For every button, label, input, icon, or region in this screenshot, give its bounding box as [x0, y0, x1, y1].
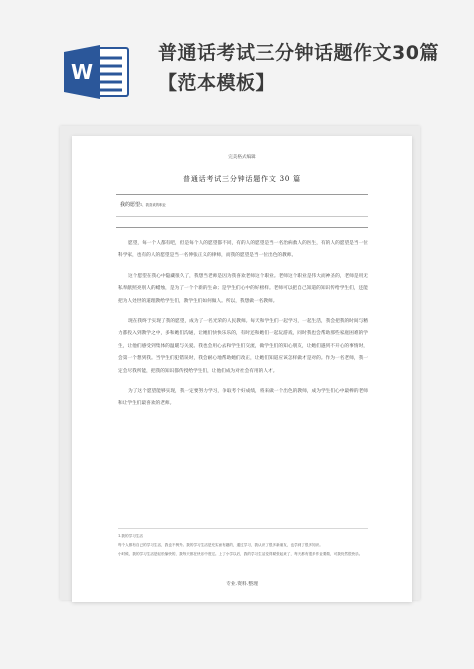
header-band	[0, 0, 474, 118]
svg-text:W: W	[70, 60, 94, 84]
paragraph: 愿望，每一个人都有吧，但是每个人的愿望都不同，有的人的愿望是当一名治病救人的医生，有的人的愿望是当一位科学家，也有的人的愿望是当一名伸张正义的律师，而我的愿望是当一位出色的教师。	[118, 241, 368, 259]
paragraph: 现在我终于实现了我的愿望，成为了一名光荣的人民教师。每天和学生们一起学习，一起生活，我会把我的时间与精力都投入到教学之中，多和她们沟通，让她们快快乐乐的，有时还和她们一起玩游戏，同时我也会帮助那些家庭困难的学生，让他们感受到集体的温暖与关爱。我也会用心去和学生们交流，做学生们的知心朋友，让她们遇到不开心的事情时，会第一个想到我。当学生们犯错误时，我会耐心地帮助她们改正，让她们知道应该怎样做才是对的。作为一名老师，我一定会尽我所能，把我的知识都传授给学生们，让他们成为对社会有用的人才。	[118, 319, 368, 374]
document-page	[72, 136, 412, 602]
footnote-line: 每个人都有自己的学习生活，我也不例外。我的学习生活是充实而有趣的，通过学习，我认识了很多新朋友，也学到了很多知识。	[118, 543, 323, 547]
page-title: 普通话考试三分钟话题作文 30 篇	[183, 175, 301, 183]
top-note: 完美格式编辑	[228, 155, 256, 160]
paragraph: 这个愿望在我心中隐藏很久了，我想当老师是因为我喜欢老师这个职业。老师这个职业是伟大而神圣的，老师是用无私奉献照亮别人的蜡烛，是为了一个个新的生命；是学生们心中的好榜样。老师可以把自己知道的知识传给学生们，还能把为人处世的道理教给学生们，教学生们如何做人。所以，我想做一名教师。	[118, 273, 368, 304]
essay-body	[118, 238, 368, 419]
document-title: 普通话考试三分钟话题作文30篇【范本模板】	[158, 42, 439, 94]
section-title: 我的愿望	[120, 202, 141, 208]
paragraph: 为了这个愿望能够实现，我一定要努力学习，争取考个好成绩，将来做一个出色的教师，成为学生们心中最棒的老师和让学生们最喜欢的老师。	[118, 389, 368, 407]
divider	[116, 216, 368, 217]
section-header-box	[116, 194, 368, 228]
word-document-icon	[62, 42, 132, 102]
section-note: 1、我喜欢的职业	[140, 203, 166, 207]
section-label	[120, 201, 166, 208]
divider	[118, 528, 368, 529]
page-footer: 专业.资料.整理	[226, 582, 258, 587]
footnote-line: 1.我的学习生活	[118, 534, 143, 538]
footnote-line: 小时候，我的学习生活是轻松愉快的，我每天都在快乐中度过。上了小学以后，我的学习生活变得紧张起来了，每天都有很多作业要做，可我仍然很快乐。	[118, 552, 363, 556]
footnote	[118, 532, 368, 559]
